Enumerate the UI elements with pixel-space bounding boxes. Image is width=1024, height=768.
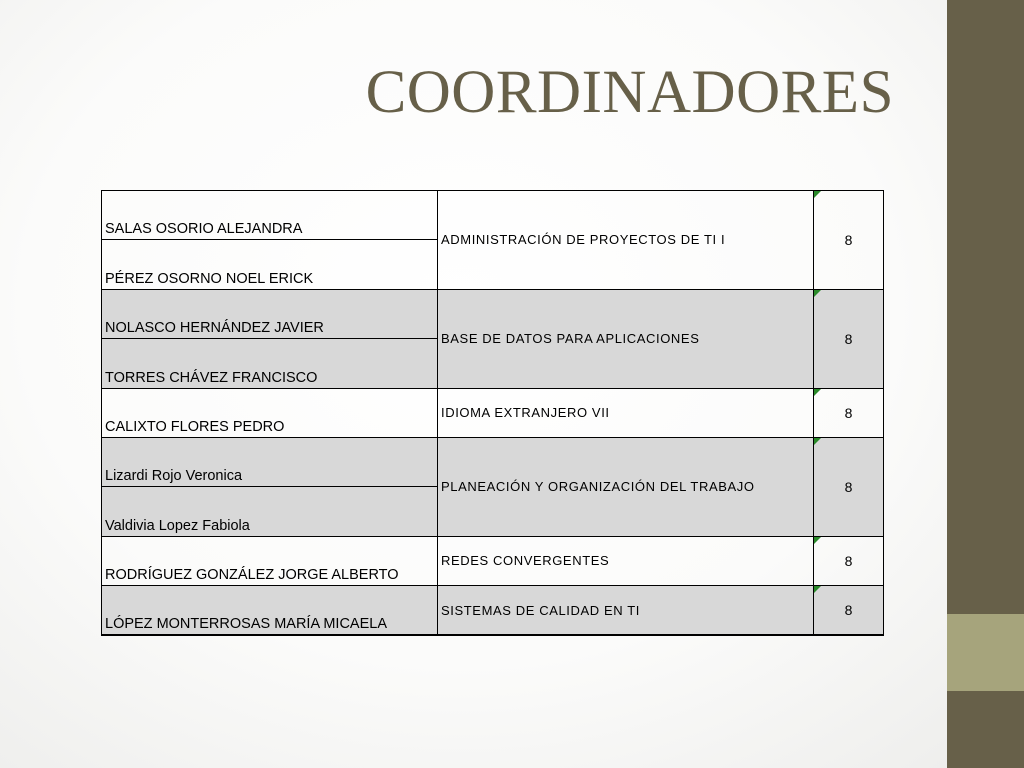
coordinator-name: Valdivia Lopez Fabiola bbox=[102, 487, 438, 536]
hours-cell bbox=[814, 191, 884, 290]
table-row bbox=[102, 191, 884, 240]
table-row bbox=[102, 388, 884, 437]
side-accent-block bbox=[947, 614, 1024, 691]
table-row bbox=[102, 586, 884, 635]
hours-cell bbox=[814, 289, 884, 388]
hours-value: 8 bbox=[844, 231, 853, 248]
comment-flag-icon bbox=[814, 438, 821, 445]
hours-cell bbox=[814, 388, 884, 437]
hours-value: 8 bbox=[844, 602, 853, 619]
subject-name: REDES CONVERGENTES bbox=[438, 536, 814, 585]
table-row bbox=[102, 536, 884, 585]
subject-name: IDIOMA EXTRANJERO VII bbox=[438, 388, 814, 437]
hours-cell bbox=[814, 586, 884, 635]
coordinator-name: PÉREZ OSORNO NOEL ERICK bbox=[102, 240, 438, 289]
hours-value: 8 bbox=[844, 404, 853, 421]
comment-flag-icon bbox=[814, 290, 821, 297]
hours-cell bbox=[814, 437, 884, 536]
coordinator-name: Lizardi Rojo Veronica bbox=[102, 437, 438, 486]
coordinator-name: NOLASCO HERNÁNDEZ JAVIER bbox=[102, 289, 438, 338]
table-row bbox=[102, 289, 884, 338]
comment-flag-icon bbox=[814, 191, 821, 198]
hours-cell bbox=[814, 536, 884, 585]
subject-name: PLANEACIÓN Y ORGANIZACIÓN DEL TRABAJO bbox=[438, 437, 814, 536]
hours-value: 8 bbox=[844, 330, 853, 347]
coordinator-name: SALAS OSORIO ALEJANDRA bbox=[102, 191, 438, 240]
coordinator-name: LÓPEZ MONTERROSAS MARÍA MICAELA bbox=[102, 586, 438, 635]
hours-value: 8 bbox=[844, 552, 853, 569]
coordinator-name: CALIXTO FLORES PEDRO bbox=[102, 388, 438, 437]
coordinator-name: RODRÍGUEZ GONZÁLEZ JORGE ALBERTO bbox=[102, 536, 438, 585]
comment-flag-icon bbox=[814, 586, 821, 593]
subject-name: BASE DE DATOS PARA APLICACIONES bbox=[438, 289, 814, 388]
slide-title: COORDINADORES bbox=[365, 59, 894, 126]
comment-flag-icon bbox=[814, 537, 821, 544]
subject-name: SISTEMAS DE CALIDAD EN TI bbox=[438, 586, 814, 635]
hours-value: 8 bbox=[844, 478, 853, 495]
comment-flag-icon bbox=[814, 389, 821, 396]
table-row bbox=[102, 437, 884, 486]
coordinators-table bbox=[101, 190, 884, 636]
subject-name: ADMINISTRACIÓN DE PROYECTOS DE TI I bbox=[438, 191, 814, 290]
coordinator-name: TORRES CHÁVEZ FRANCISCO bbox=[102, 339, 438, 388]
